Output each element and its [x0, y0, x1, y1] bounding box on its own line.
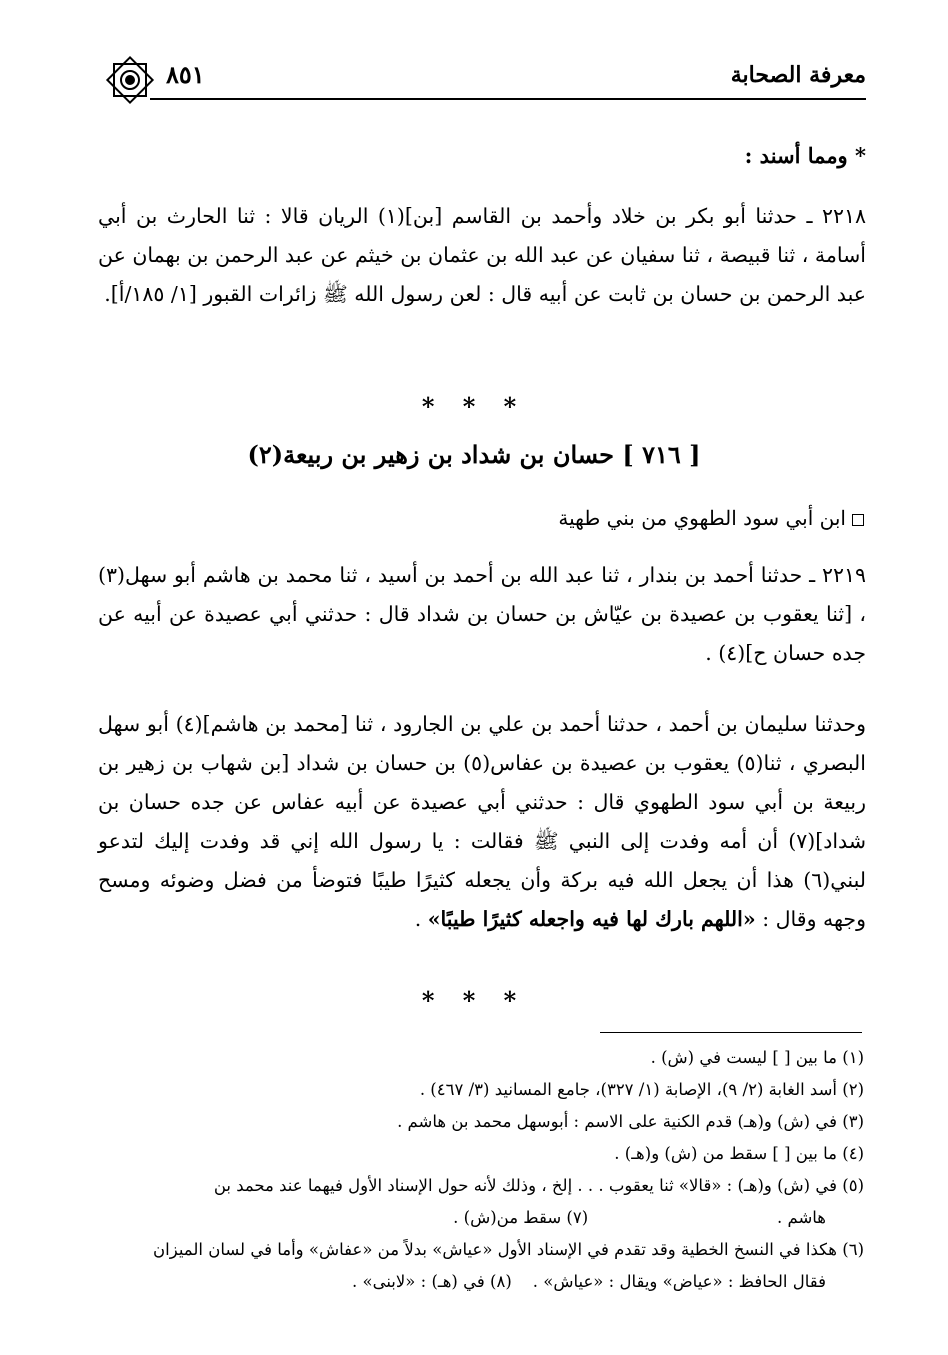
- footnote-4: (٤) ما بين [ ] سقط من (ش) و(هـ) .: [614, 1144, 864, 1163]
- footnote-1: (١) ما بين [ ] ليست في (ش) .: [650, 1048, 864, 1067]
- footnote-6-end: فقال الحافظ : «عياض» ويقال : «عياش» .: [532, 1272, 826, 1291]
- lineage-note-text: ابن أبي سود الطهوي من بني طهية: [558, 506, 846, 530]
- second-chain-end: .: [414, 907, 428, 931]
- prophetic-supplication: «اللهم بارك لها فيه واجعله كثيرًا طيبًا»: [427, 907, 756, 931]
- entry-title: [ ٧١٦ ] حسان بن شداد بن زهير بن ربيعة(٢): [247, 440, 701, 469]
- second-chain-text: وحدثنا سليمان بن أحمد ، حدثنا أحمد بن علي بن الجارود ، ثنا [محمد بن هاشم](٤) أبو سهل البصري ، ثنا(٥) يعقوب بن عصيدة بن عفاس(٥) بن حسان بن شداد [بن شهاب بن زهير بن ربيعة بن أبي سود الطهوي قال : حدثني أبي عصيدة عن أبيه عفاس عن جده حسان بن شداد](٧) أن أمه وفدت إلى النبي ﷺ فقالت : يا رسول الله إني قد وفدت إليك لتدعو لبني(٦) هذا أن يجعل الله فيه بركة وأن يجعله كثيرًا طيبًا فتوضأ من فضل وضوئه ومسح وجهه وقال :: [98, 712, 866, 931]
- hadith-2218-text: ٢٢١٨ ـ حدثنا أبو بكر بن خلاد وأحمد بن القاسم [بن](١) الريان قالا : ثنا الحارث بن أبي أسامة ، ثنا قبيصة ، ثنا سفيان عن عبد الله بن عثمان بن خيثم عن عبد الرحمن بن بهمان عن عبد الرحمن بن حسان بن ثابت عن أبيه قال : لعن رسول الله ﷺ زائرات القبور [١/ ١٨٥/أ].: [98, 204, 866, 306]
- footnote-5-end: هاشم .: [776, 1208, 826, 1227]
- footnote-3: (٣) في (ش) و(هـ) قدم الكنية على الاسم : أبوسهل محمد بن هاشم .: [397, 1112, 864, 1131]
- footnote-7: (٧) سقط من(ش) .: [453, 1208, 589, 1227]
- square-bullet-icon: [852, 514, 864, 526]
- footnote-6-continued: [98, 1266, 864, 1298]
- page-number: ٨٥١: [166, 60, 205, 89]
- hadith-2219-second-chain: [98, 705, 866, 939]
- hadith-2219: [98, 556, 866, 673]
- second-chain-paragraph: [98, 705, 866, 939]
- footnote-rule: [600, 1032, 862, 1033]
- hadith-2218: [98, 197, 866, 314]
- footnote-5: (٥) في (ش) و(هـ) : «قالا» ثنا يعقوب . . . إلخ ، وذلك لأنه حول الإسناد الأول فيهما عند محمد بن: [213, 1176, 864, 1195]
- footnote-6: (٦) هكذا في النسخ الخطية وقد تقدم في الإسناد الأول «عياش» بدلاً من «عفاش» وأما في لسان الميزان: [153, 1240, 864, 1259]
- footnote-5-continued: [98, 1202, 864, 1234]
- hadith-2219-text: ٢٢١٩ ـ حدثنا أحمد بن بندار ، ثنا عبد الله بن أحمد بن أسيد ، ثنا محمد بن هاشم أبو سهل(٣) ، [ثنا يعقوب بن عصيدة بن عيّاش بن حسان بن شداد قال : حدثني أبي عصيدة عن أبيه عن جده حسان ح](٤) .: [98, 563, 866, 665]
- footnote-2: (٢) أسد الغابة (٢/ ٩)، الإصابة (١/ ٣٢٧)، جامع المسانيد (٣/ ٤٦٧) .: [419, 1080, 864, 1099]
- footnote-8: (٨) في (هـ) : «لابنى» .: [351, 1272, 512, 1291]
- book-title: معرفة الصحابة: [730, 62, 866, 88]
- header-rule: [150, 98, 866, 100]
- lineage-note: [558, 506, 864, 530]
- page-header: [100, 58, 866, 98]
- separator-stars-2: * * *: [421, 986, 527, 1015]
- separator-stars: * * *: [421, 392, 527, 421]
- footnotes: [98, 1042, 864, 1298]
- section-intro: * ومما أسند :: [744, 143, 866, 168]
